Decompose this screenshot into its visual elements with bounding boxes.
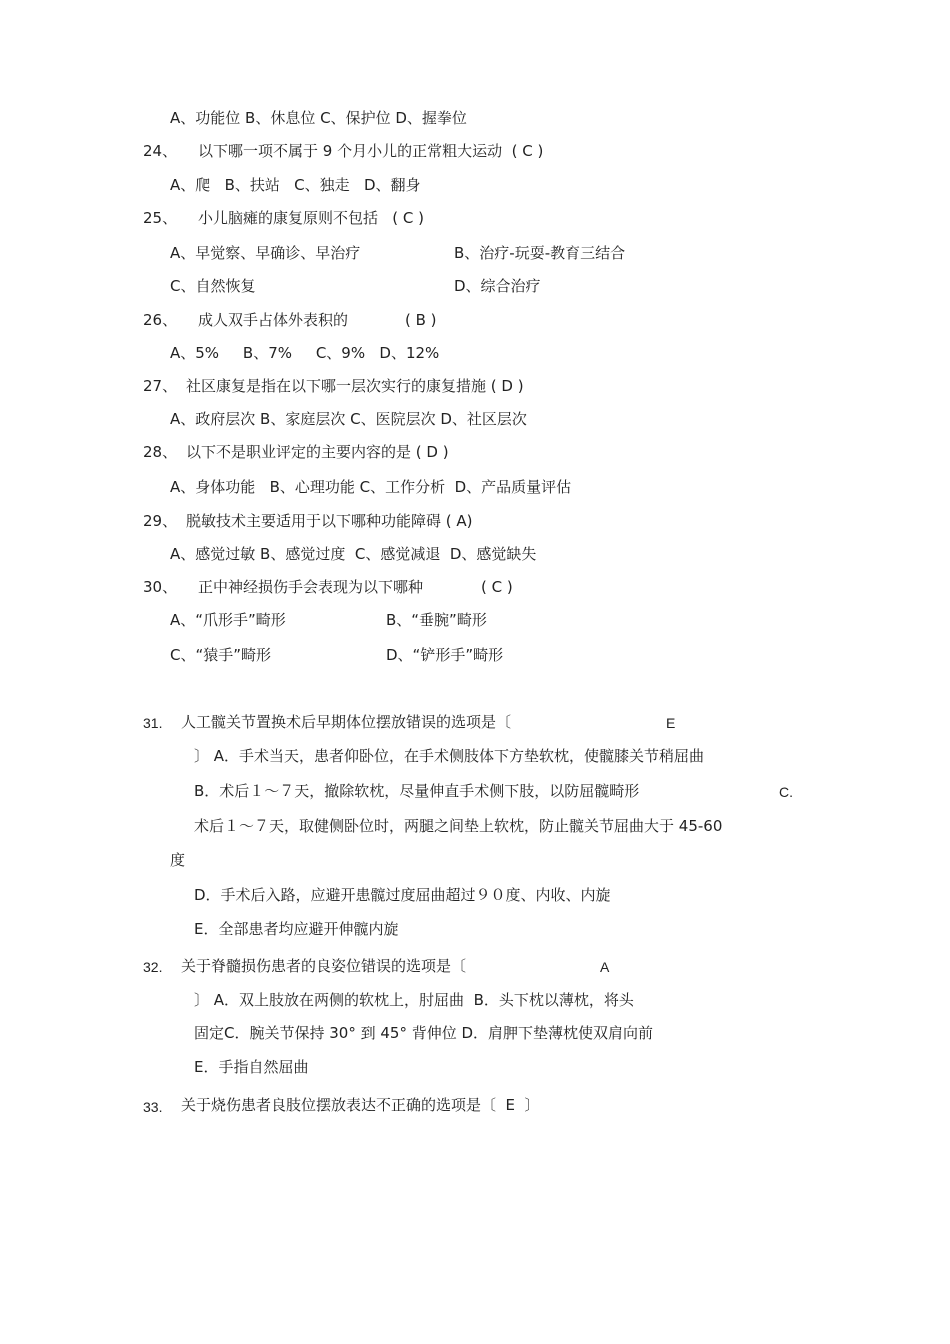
q23-options: A、功能位 B、休息位 C、保护位 D、握拳位 — [170, 109, 467, 127]
q25-option-b: B、治疗-玩耍-教育三结合 — [454, 244, 626, 262]
q29-options: A、感觉过敏 B、感觉过度 C、感觉减退 D、感觉缺失 — [170, 545, 537, 563]
q31-line-4: 度 — [170, 851, 186, 869]
q27-options: A、政府层次 B、家庭层次 C、医院层次 D、社区层次 — [170, 410, 527, 428]
q26-options: A、5% B、7% C、9% D、12% — [170, 344, 440, 362]
q32-stem: 关于脊髓损伤患者的良姿位错误的选项是〔 — [181, 957, 467, 975]
q24-number: 24、 — [143, 142, 178, 160]
q25-number: 25、 — [143, 209, 178, 227]
q32-line-2: 固定C．腕关节保持 30° 到 45° 背伸位 D．肩胛下垫薄枕使双肩向前 — [194, 1024, 654, 1042]
q30-option-d: D、“铲形手”畸形 — [386, 646, 504, 664]
q26-stem: 成人双手占体外表积的 — [198, 311, 349, 329]
q31-line-5: D．手术后入路，应避开患髋过度屈曲超过９０度、内收、内旋 — [194, 886, 611, 904]
q30-answer: ( C ) — [481, 578, 513, 596]
q28-options: A、身体功能 B、心理功能 C、工作分析 D、产品质量评估 — [170, 478, 572, 496]
q33-number: 33. — [143, 1099, 163, 1115]
q30-option-a: A、“爪形手”畸形 — [170, 611, 286, 629]
q32-line-3: E．手指自然屈曲 — [194, 1058, 309, 1076]
q33-stem: 关于烧伤患者良肢位摆放表达不正确的选项是〔 E 〕 — [181, 1096, 540, 1114]
q26-answer: ( B ) — [405, 311, 437, 329]
q32-line-1: 〕 A．双上肢放在两侧的软枕上，肘屈曲 B．头下枕以薄枕，将头 — [194, 991, 634, 1009]
q25-option-c: C、自然恢复 — [170, 277, 256, 295]
q29-stem: 脱敏技术主要适用于以下哪种功能障碍 ( A) — [186, 512, 473, 530]
q24-options: A、爬 B、扶站 C、独走 D、翻身 — [170, 176, 421, 194]
q27-stem: 社区康复是指在以下哪一层次实行的康复措施 ( D ) — [186, 377, 524, 395]
q31-answer: E — [666, 715, 676, 731]
q30-stem: 正中神经损伤手会表现为以下哪种 — [198, 578, 424, 596]
q25-option-d: D、综合治疗 — [454, 277, 541, 295]
q29-number: 29、 — [143, 512, 178, 530]
q26-number: 26、 — [143, 311, 178, 329]
q30-option-b: B、“垂腕”畸形 — [386, 611, 487, 629]
q28-stem: 以下不是职业评定的主要内容的是 ( D ) — [186, 443, 449, 461]
q32-number: 32. — [143, 959, 163, 975]
q32-answer: A — [600, 959, 610, 975]
q27-number: 27、 — [143, 377, 178, 395]
q28-number: 28、 — [143, 443, 178, 461]
q31-line-1: 〕 A．手术当天，患者仰卧位，在手术侧肢体下方垫软枕，使髋膝关节稍屈曲 — [194, 747, 705, 765]
q31-number: 31. — [143, 715, 163, 731]
q25-stem: 小儿脑瘫的康复原则不包括 ( C ) — [198, 209, 425, 227]
q31-line-2: B．术后１～７天，撤除软枕，尽量伸直手术侧下肢，以防屈髋畸形 — [194, 782, 640, 800]
q25-option-a: A、早觉察、早确诊、早治疗 — [170, 244, 361, 262]
q31-line-6: E．全部患者均应避开伸髋内旋 — [194, 920, 399, 938]
q31-stem: 人工髋关节置换术后早期体位摆放错误的选项是〔 — [181, 713, 512, 731]
q30-option-c: C、“猿手”畸形 — [170, 646, 272, 664]
q30-number: 30、 — [143, 578, 178, 596]
q24-stem: 以下哪一项不属于 9 个月小儿的正常粗大运动 ( C ) — [198, 142, 544, 160]
q31-line-3: 术后１～７天，取健侧卧位时，两腿之间垫上软枕，防止髋关节屈曲大于 45-60 — [194, 817, 723, 835]
q31-line-2-c: C. — [779, 784, 793, 800]
